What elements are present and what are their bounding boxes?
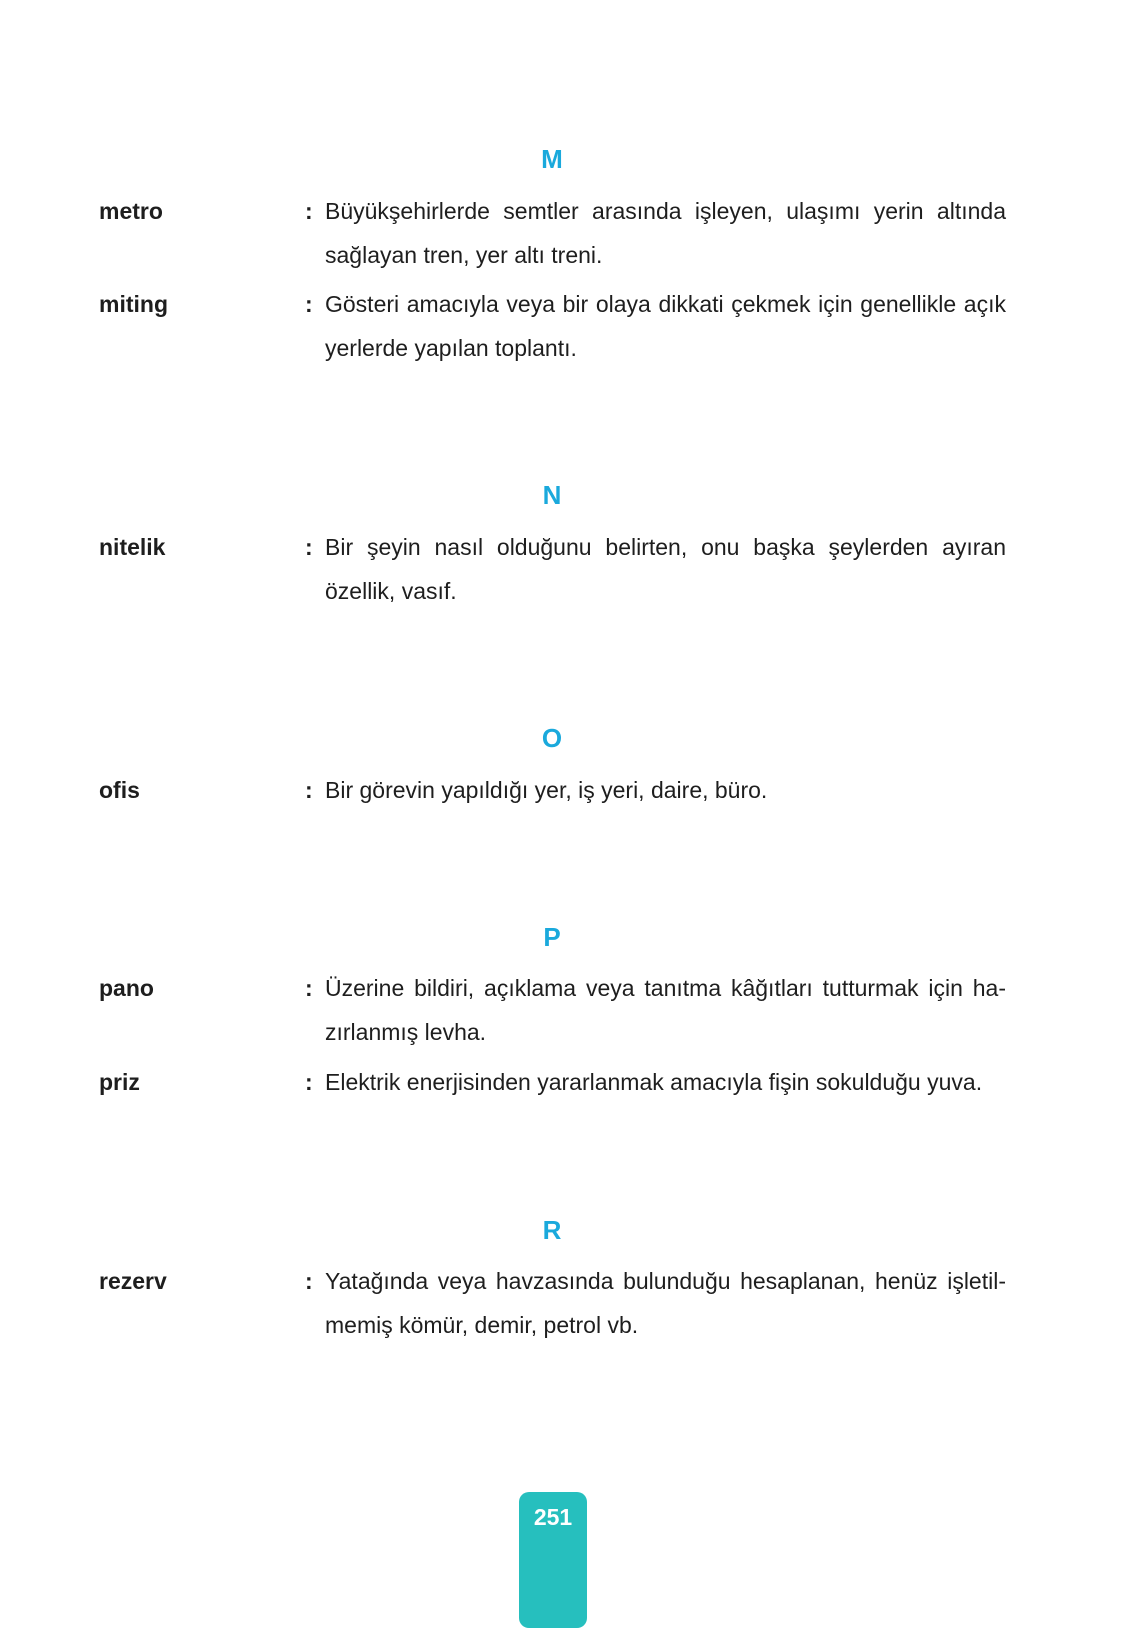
page-number: 251	[533, 1504, 573, 1530]
section-letter-o: O	[541, 723, 563, 753]
entry-term: miting	[99, 291, 168, 317]
entry-term: nitelik	[99, 534, 166, 560]
entry-definition: Gösteri amacıyla veya bir olaya dikkati çekmek için genellikle açık yerlerde yapılan toplantı.	[325, 291, 1006, 361]
entry-colon: :	[305, 198, 313, 224]
entry-term: ofis	[99, 777, 140, 803]
entry-definition: Büyükşehirlerde semtler arasında işleyen, ulaşımı yerin altında sağlayan tren, yer altı treni.	[325, 198, 1006, 268]
entry-term: rezerv	[99, 1268, 167, 1294]
section-letter-m: M	[541, 144, 563, 174]
section-letter-n: N	[542, 480, 562, 510]
entry-colon: :	[305, 534, 313, 560]
entry-definition: Bir şeyin nasıl olduğunu belirten, onu başka şeylerden ayıran özellik, vasıf.	[325, 534, 1006, 604]
section-letter-r: R	[542, 1215, 562, 1245]
entry-term: priz	[99, 1069, 140, 1095]
entry-colon: :	[305, 291, 313, 317]
page-number-tab	[519, 1492, 587, 1628]
entry-definition: Bir görevin yapıldığı yer, iş yeri, daire, büro.	[325, 777, 768, 803]
entry-colon: :	[305, 777, 313, 803]
section-letter-p: P	[543, 922, 561, 952]
entry-colon: :	[305, 1069, 313, 1095]
entry-colon: :	[305, 1268, 313, 1294]
entry-definition: Elektrik enerjisinden yararlanmak amacıyla fişin sokulduğu yuva.	[325, 1069, 983, 1095]
entry-term: metro	[99, 198, 163, 224]
entry-definition: Üzerine bildiri, açıklama veya tanıtma kâğıtları tutturmak için ha-zırlanmış levha.	[325, 975, 1006, 1045]
entry-term: pano	[99, 975, 154, 1001]
entry-colon: :	[305, 975, 313, 1001]
entry-definition: Yatağında veya havzasında bulunduğu hesaplanan, henüz işletil-memiş kömür, demir, petrol vb.	[325, 1268, 1006, 1338]
